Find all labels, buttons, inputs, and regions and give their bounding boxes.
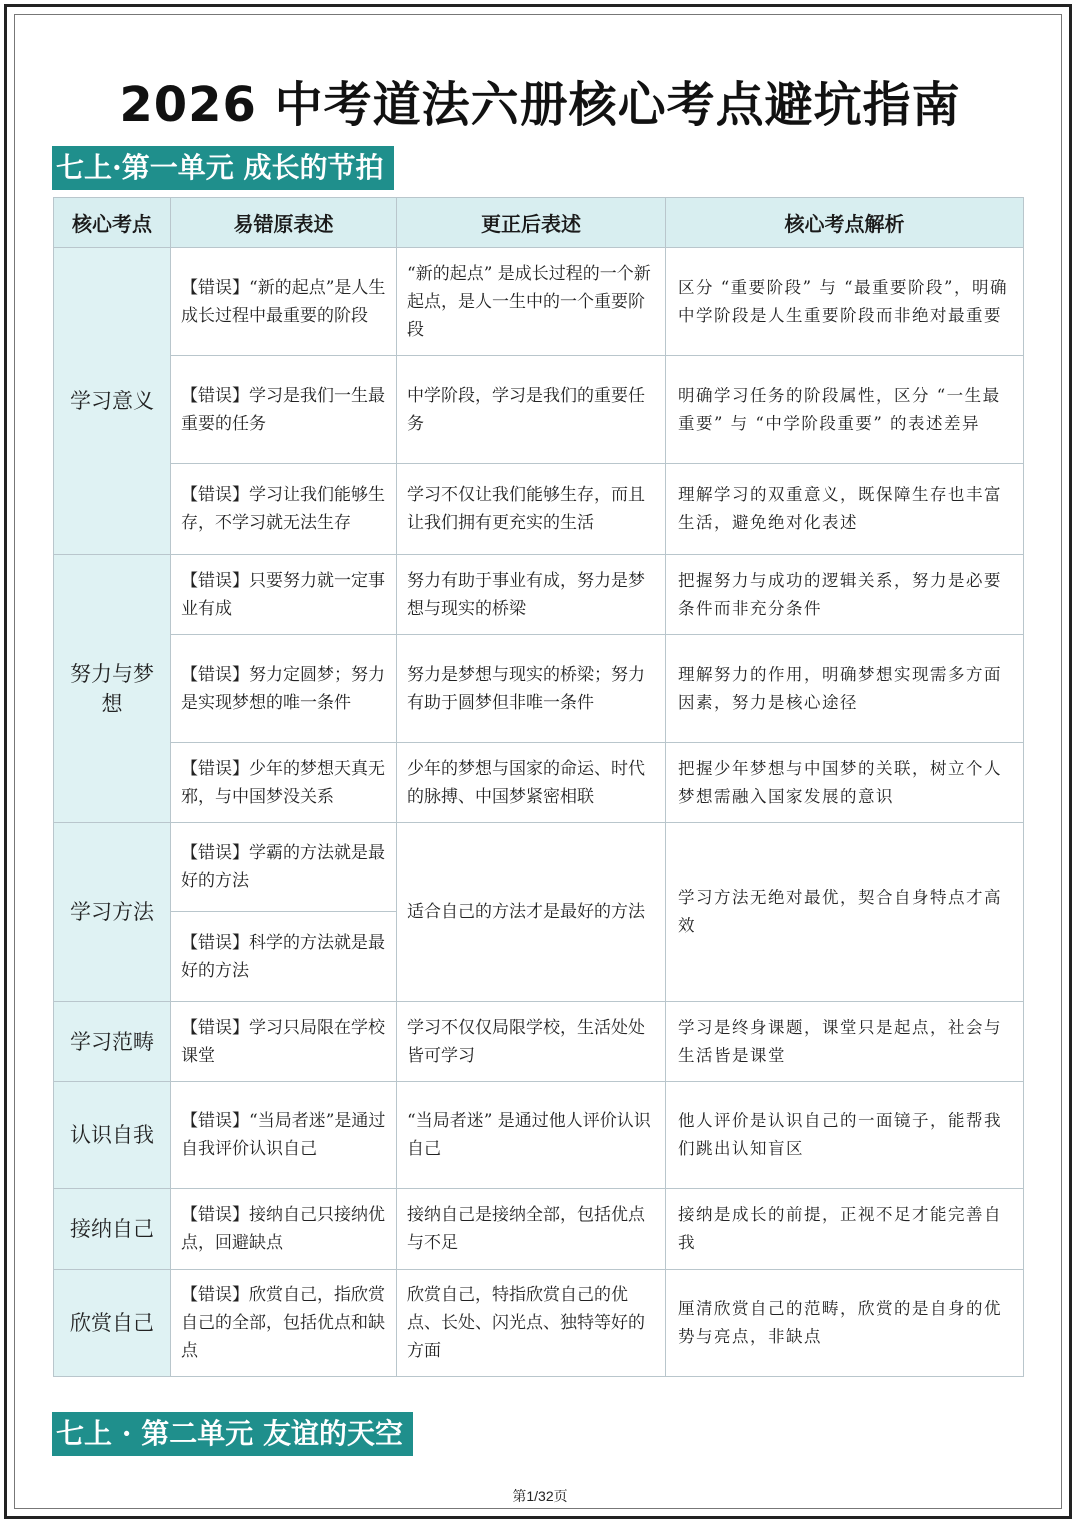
wrong-statement-cell: 【错误】学霸的方法就是最好的方法 [171, 823, 397, 912]
analysis-cell: 把握努力与成功的逻辑关系，努力是必要条件而非充分条件 [666, 555, 1024, 635]
table-row [54, 823, 1024, 912]
exam-points-table [53, 197, 1024, 1377]
table-row [54, 635, 1024, 743]
analysis-cell: 接纳是成长的前提，正视不足才能完善自我 [666, 1189, 1024, 1270]
corrected-statement-cell: 少年的梦想与国家的命运、时代的脉搏、中国梦紧密相联 [397, 743, 666, 823]
corrected-statement-cell: 欣赏自己，特指欣赏自己的优点、长处、闪光点、独特等好的方面 [397, 1270, 666, 1377]
analysis-cell: 厘清欣赏自己的范畴，欣赏的是自身的优势与亮点，非缺点 [666, 1270, 1024, 1377]
wrong-statement-cell: 【错误】学习让我们能够生存，不学习就无法生存 [171, 464, 397, 555]
corrected-statement-cell: 适合自己的方法才是最好的方法 [397, 823, 666, 1002]
wrong-statement-cell: 【错误】接纳自己只接纳优点，回避缺点 [171, 1189, 397, 1270]
analysis-cell: 把握少年梦想与中国梦的关联，树立个人梦想需融入国家发展的意识 [666, 743, 1024, 823]
wrong-statement-cell: 【错误】科学的方法就是最好的方法 [171, 912, 397, 1002]
wrong-statement-cell: 【错误】只要努力就一定事业有成 [171, 555, 397, 635]
corrected-statement-cell: 学习不仅让我们能够生存，而且让我们拥有更充实的生活 [397, 464, 666, 555]
topic-cell: 努力与梦想 [54, 555, 171, 823]
topic-cell: 接纳自己 [54, 1189, 171, 1270]
table-row [54, 248, 1024, 356]
header-corrected-statement: 更正后表述 [397, 198, 666, 248]
corrected-statement-cell: 努力是梦想与现实的桥梁；努力有助于圆梦但非唯一条件 [397, 635, 666, 743]
page-title: 2026 中考道法六册核心考点避坑指南 [119, 77, 961, 133]
wrong-statement-cell: 【错误】努力定圆梦；努力是实现梦想的唯一条件 [171, 635, 397, 743]
page-number: 第1/32页 [512, 1488, 568, 1504]
corrected-statement-cell: 接纳自己是接纳全部，包括优点与不足 [397, 1189, 666, 1270]
corrected-statement-cell: 学习不仅仅局限学校，生活处处皆可学习 [397, 1002, 666, 1082]
wrong-statement-cell: 【错误】少年的梦想天真无邪，与中国梦没关系 [171, 743, 397, 823]
corrected-statement-cell: 中学阶段，学习是我们的重要任务 [397, 356, 666, 464]
header-core-point: 核心考点 [54, 198, 171, 248]
table-row [54, 743, 1024, 823]
wrong-statement-cell: 【错误】“新的起点”是人生成长过程中最重要的阶段 [171, 248, 397, 356]
analysis-cell: 他人评价是认识自己的一面镜子，能帮我们跳出认知盲区 [666, 1082, 1024, 1189]
table-row [54, 1270, 1024, 1377]
wrong-statement-cell: 【错误】学习是我们一生最重要的任务 [171, 356, 397, 464]
wrong-statement-cell: 【错误】“当局者迷”是通过自我评价认识自己 [171, 1082, 397, 1189]
analysis-cell: 理解努力的作用，明确梦想实现需多方面因素，努力是核心途径 [666, 635, 1024, 743]
analysis-cell: 学习方法无绝对最优，契合自身特点才高效 [666, 823, 1024, 1002]
analysis-cell: 明确学习任务的阶段属性，区分 “一生最重要” 与 “中学阶段重要” 的表述差异 [666, 356, 1024, 464]
table-row [54, 1082, 1024, 1189]
topic-cell: 学习范畴 [54, 1002, 171, 1082]
topic-cell: 学习方法 [54, 823, 171, 1002]
table-header-row [54, 198, 1024, 248]
wrong-statement-cell: 【错误】欣赏自己，指欣赏自己的全部，包括优点和缺点 [171, 1270, 397, 1377]
topic-cell: 欣赏自己 [54, 1270, 171, 1377]
section-banner-unit-1: 七上·第一单元 成长的节拍 [52, 146, 394, 190]
corrected-statement-cell: “新的起点” 是成长过程的一个新起点，是人一生中的一个重要阶段 [397, 248, 666, 356]
table-row [54, 555, 1024, 635]
wrong-statement-cell: 【错误】学习只局限在学校课堂 [171, 1002, 397, 1082]
section-banner-unit-2: 七上 · 第二单元 友谊的天空 [52, 1412, 413, 1456]
corrected-statement-cell: 努力有助于事业有成，努力是梦想与现实的桥梁 [397, 555, 666, 635]
table-row [54, 1189, 1024, 1270]
header-analysis: 核心考点解析 [666, 198, 1024, 248]
topic-cell: 学习意义 [54, 248, 171, 555]
analysis-cell: 学习是终身课题，课堂只是起点，社会与生活皆是课堂 [666, 1002, 1024, 1082]
table-row [54, 1002, 1024, 1082]
topic-cell: 认识自我 [54, 1082, 171, 1189]
table-row [54, 356, 1024, 464]
analysis-cell: 区分 “重要阶段” 与 “最重要阶段”，明确中学阶段是人生重要阶段而非绝对最重要 [666, 248, 1024, 356]
corrected-statement-cell: “当局者迷” 是通过他人评价认识自己 [397, 1082, 666, 1189]
header-wrong-statement: 易错原表述 [171, 198, 397, 248]
table-row [54, 464, 1024, 555]
analysis-cell: 理解学习的双重意义，既保障生存也丰富生活，避免绝对化表述 [666, 464, 1024, 555]
